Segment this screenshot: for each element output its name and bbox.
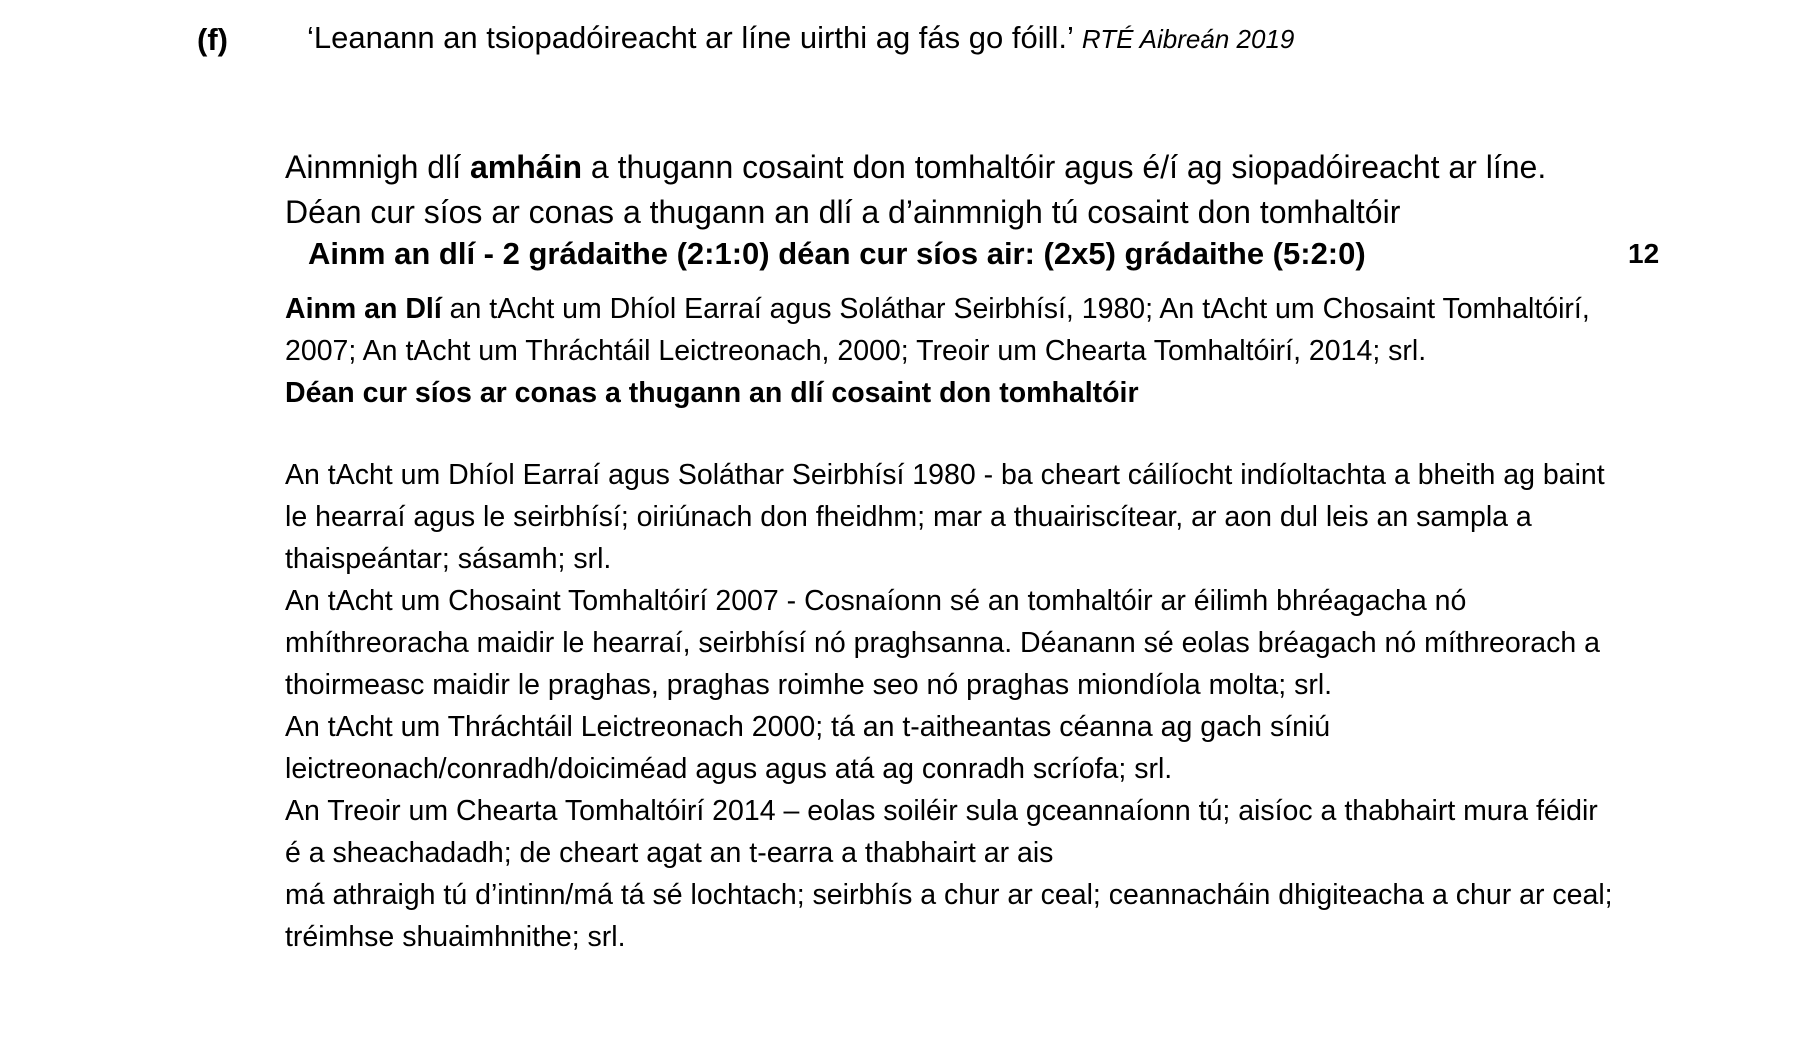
quote-source: RTÉ Aibreán 2019 — [1081, 24, 1295, 54]
answer-point: An Treoir um Chearta Tomhaltóirí 2014 – eolas soiléir sula gceannaíonn tú; aisíoc a thabhairt mura féidir é a sheachadadh; de cheart agat an t-earra a thabhairt ar ais — [285, 795, 1598, 869]
law-name-paragraph — [285, 288, 1615, 372]
question-label: (f) — [197, 22, 228, 57]
law-name-heading: Ainm an Dlí — [285, 293, 442, 325]
answer-point: má athraigh tú d’intinn/má tá sé lochtach; seirbhís a chur ar ceal; ceannacháin dhigiteacha a chur ar ceal; tréimhse shuaimhnithe; srl. — [285, 879, 1613, 953]
describe-heading: Déan cur síos ar conas a thugann an dlí cosaint don tomhaltóir — [285, 377, 1139, 409]
answer-point: An tAcht um Chosaint Tomhaltóirí 2007 - Cosnaíonn sé an tomhaltóir ar éilimh bhréagacha nó mhíthreoracha maidir le hearraí, seirbhísí nó praghsanna. Déanann sé eolas bréagach nó míthreorach a thoirmeasc maidir le praghas, praghas roimhe seo nó praghas miondíola molta; srl. — [285, 585, 1600, 701]
spacer — [285, 414, 1615, 454]
prompt-text-2: a thugann cosaint don tomhaltóir agus é/í ag siopadóireacht ar líne. Déan cur síos ar conas a thugann an dlí a d’ainmnigh tú cosaint don tomhaltóir — [285, 149, 1547, 230]
answer-point: An tAcht um Thráchtáil Leictreonach 2000; tá an t-aitheantas céanna ag gach síniú leictreonach/conradh/doiciméad agus agus atá ag conradh scríofa; srl. — [285, 711, 1331, 785]
marking-scheme: Ainm an dlí - 2 grádaithe (2:1:0) déan cur síos air: (2x5) grádaithe (5:2:0) — [308, 236, 1366, 271]
question-prompt — [285, 145, 1615, 235]
prompt-emphasis: amháin — [469, 149, 583, 185]
prompt-text-1: Ainmnigh dlí — [285, 149, 470, 185]
marks-total: 12 — [1628, 238, 1660, 269]
law-name-text: an tAcht um Dhíol Earraí agus Soláthar Seirbhísí, 1980; An tAcht um Chosaint Tomhaltóirí, 2007; An tAcht um Thráchtáil Leictreonach, 2000; Treoir um Chearta Tomhaltóirí, 2014; srl. — [285, 293, 1590, 367]
answer-point: An tAcht um Dhíol Earraí agus Soláthar Seirbhísí 1980 - ba cheart cáilíocht indíoltachta a bheith ag baint le hearraí agus le seirbhísí; oiriúnach don fheidhm; mar a thuairiscítear, ar aon dul leis an sampla a thaispeántar; sásamh; srl. — [285, 459, 1605, 575]
quote — [307, 20, 1294, 56]
answer-section — [285, 288, 1615, 958]
quote-text: ‘Leanann an tsiopadóireacht ar líne uirthi ag fás go fóill.’ — [307, 20, 1074, 55]
